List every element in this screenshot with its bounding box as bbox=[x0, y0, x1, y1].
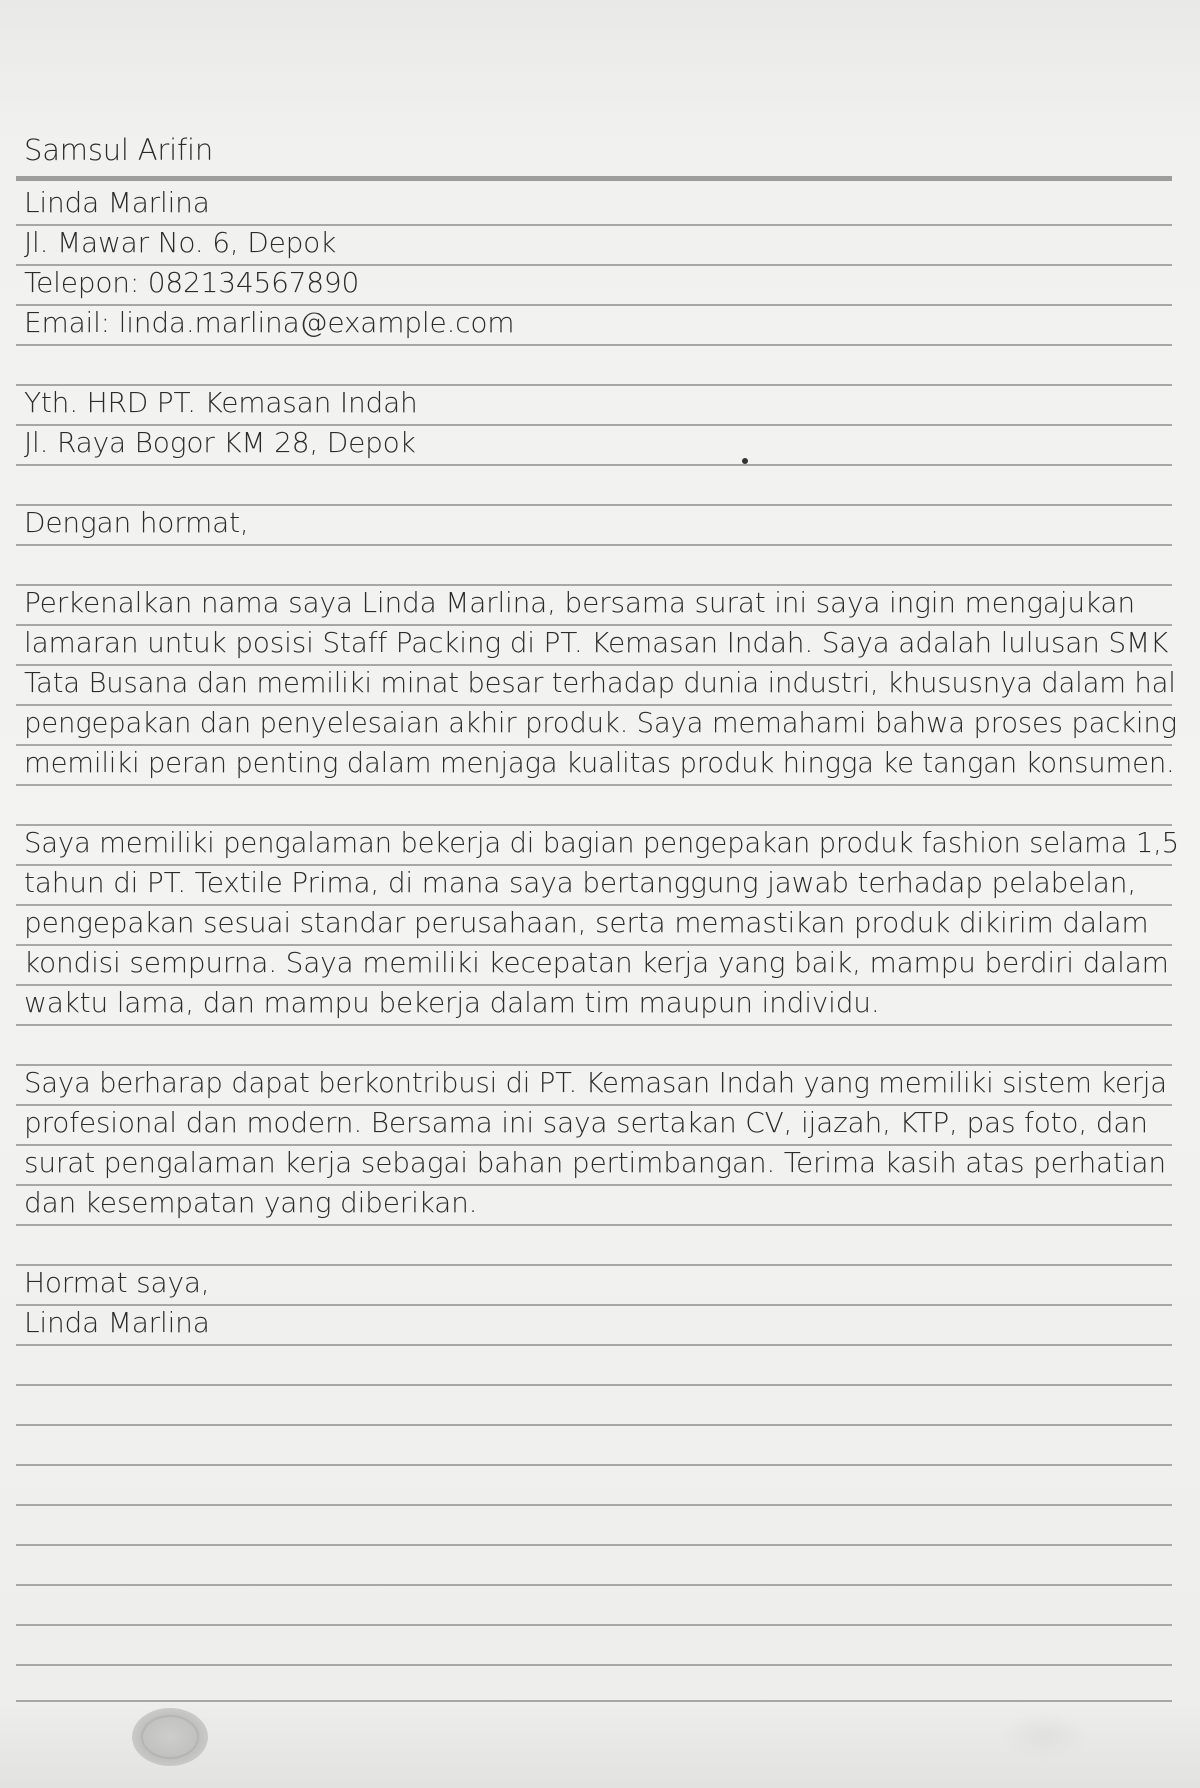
ruled-line bbox=[16, 344, 1172, 346]
sender-name: Linda Marlina bbox=[24, 186, 210, 219]
paragraph-1-line: Tata Busana dan memiliki minat besar terhadap dunia industri, khususnya dalam hal bbox=[24, 667, 1176, 699]
signature-name: Linda Marlina bbox=[24, 1306, 210, 1339]
ruled-line bbox=[16, 1424, 1172, 1426]
recipient-line-1: Yth. HRD PT. Kemasan Indah bbox=[24, 386, 418, 419]
closing: Hormat saya, bbox=[24, 1266, 210, 1299]
ruled-line bbox=[16, 1664, 1172, 1666]
ruled-line bbox=[16, 544, 1172, 546]
salutation: Dengan hormat, bbox=[24, 506, 249, 539]
ruled-line bbox=[16, 1504, 1172, 1506]
paragraph-3-line: dan kesempatan yang diberikan. bbox=[24, 1186, 478, 1219]
sender-phone: Telepon: 082134567890 bbox=[24, 266, 360, 299]
ruled-line bbox=[16, 784, 1172, 786]
ruled-line bbox=[16, 1544, 1172, 1546]
sender-address: Jl. Mawar No. 6, Depok bbox=[24, 226, 337, 259]
paragraph-1-line: lamaran untuk posisi Staff Packing di PT. Kemasan Indah. Saya adalah lulusan SMK bbox=[24, 626, 1169, 659]
ruled-line bbox=[16, 1464, 1172, 1466]
header-name: Samsul Arifin bbox=[24, 133, 214, 167]
ruled-line bbox=[16, 1700, 1172, 1702]
paragraph-2-line: kondisi sempurna. Saya memiliki kecepatan kerja yang baik, mampu berdiri dalam bbox=[24, 946, 1169, 979]
paragraph-3-line: profesional dan modern. Bersama ini saya sertakan CV, ijazah, KTP, pas foto, dan bbox=[24, 1106, 1148, 1139]
paragraph-2-line: tahun di PT. Textile Prima, di mana saya bertanggung jawab terhadap pelabelan, bbox=[24, 866, 1137, 899]
ruled-line bbox=[16, 1224, 1172, 1226]
paper-smudge bbox=[1000, 1712, 1090, 1762]
logo-ring bbox=[141, 1715, 199, 1759]
header-rule bbox=[16, 176, 1172, 181]
paragraph-1-line: pengepakan dan penyelesaian akhir produk. Saya memahami bahwa proses packing bbox=[24, 707, 1177, 739]
ruled-line bbox=[16, 1344, 1172, 1346]
paragraph-2-line: waktu lama, dan mampu bekerja dalam tim maupun individu. bbox=[24, 986, 880, 1019]
paragraph-1-line: memiliki peran penting dalam menjaga kualitas produk hingga ke tangan konsumen. bbox=[24, 747, 1175, 779]
ruled-line bbox=[16, 1384, 1172, 1386]
ruled-line bbox=[16, 1624, 1172, 1626]
paragraph-3-line: Saya berharap dapat berkontribusi di PT. Kemasan Indah yang memiliki sistem kerja bbox=[24, 1067, 1167, 1099]
ruled-line bbox=[16, 464, 1172, 466]
paragraph-3-line: surat pengalaman kerja sebagai bahan pertimbangan. Terima kasih atas perhatian bbox=[24, 1146, 1166, 1179]
ink-dot bbox=[742, 458, 748, 464]
paragraph-2-line: pengepakan sesuai standar perusahaan, serta memastikan produk dikirim dalam bbox=[24, 906, 1149, 939]
ruled-line bbox=[16, 1584, 1172, 1586]
paragraph-1-line: Perkenalkan nama saya Linda Marlina, bersama surat ini saya ingin mengajukan bbox=[24, 586, 1135, 619]
paper-brand-logo bbox=[132, 1708, 208, 1766]
recipient-line-2: Jl. Raya Bogor KM 28, Depok bbox=[24, 426, 416, 459]
ruled-line bbox=[16, 1024, 1172, 1026]
paragraph-2-line: Saya memiliki pengalaman bekerja di bagian pengepakan produk fashion selama 1,5 bbox=[24, 827, 1179, 859]
sender-email: Email: linda.marlina@example.com bbox=[24, 306, 515, 339]
